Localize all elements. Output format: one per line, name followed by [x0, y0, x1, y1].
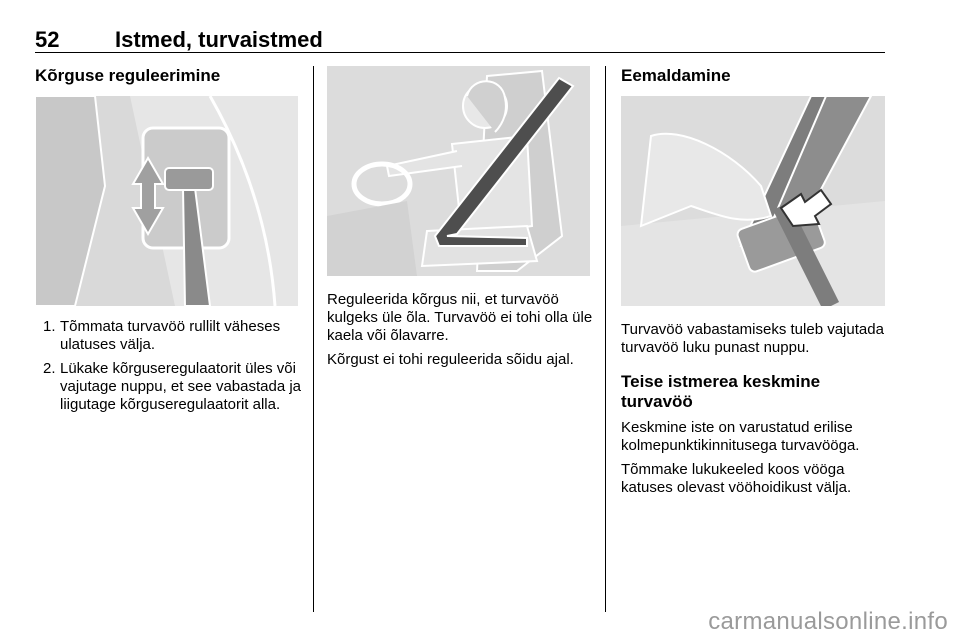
paragraph: Keskmine iste on varustatud erilise kolmepunktikinnitusega turvavööga. [621, 419, 860, 454]
section-heading-removal: Eemaldamine [621, 66, 731, 85]
column-2-text [327, 291, 597, 375]
column-divider-1 [313, 66, 314, 612]
paragraph: Kõrgust ei tohi reguleerida sõidu ajal. [327, 351, 574, 368]
height-adjuster-illustration [35, 96, 298, 306]
buckle-release-drawing [621, 96, 885, 306]
step-number: 2. [43, 360, 56, 377]
seated-driver-drawing [327, 66, 590, 276]
paragraph: Tõmmake lukukeeled koos vööga katuses olevast vööhoidikust välja. [621, 461, 852, 496]
adjust-steps-list [35, 318, 303, 420]
page-number: 52 [35, 27, 60, 52]
page-title: Istmed, turvaistmed [115, 27, 323, 52]
step-text: Lükake kõrguseregulaatorit üles või vajutage nuppu, et see vabastada ja liigutage kõrguseregulaatorit alla. [60, 360, 302, 413]
removal-text [621, 321, 891, 363]
list-item [35, 360, 303, 414]
column-divider-2 [605, 66, 606, 612]
step-number: 1. [43, 318, 56, 335]
paragraph: Reguleerida kõrgus nii, et turvavöö kulgeks üle õla. Turvavöö ei tohi olla üle kaela või õlavarre. [327, 291, 593, 344]
list-item [35, 318, 303, 354]
section-heading-rear-center-belt: Teise istmerea keskmine turvavöö [621, 372, 821, 411]
rear-center-belt-text [621, 419, 891, 503]
watermark: carmanualsonline.info [708, 608, 948, 635]
height-adjuster-drawing [35, 96, 298, 306]
paragraph: Turvavöö vabastamiseks tuleb vajutada turvavöö luku punast nuppu. [621, 321, 884, 356]
buckle-release-illustration [621, 96, 885, 306]
page-header [35, 27, 885, 53]
header-rule [35, 52, 885, 53]
step-text: Tõmmata turvavöö rullilt väheses ulatuses välja. [60, 318, 281, 353]
section-heading-height-adjust: Kõrguse reguleerimine [35, 66, 221, 85]
seated-driver-illustration [327, 66, 590, 276]
